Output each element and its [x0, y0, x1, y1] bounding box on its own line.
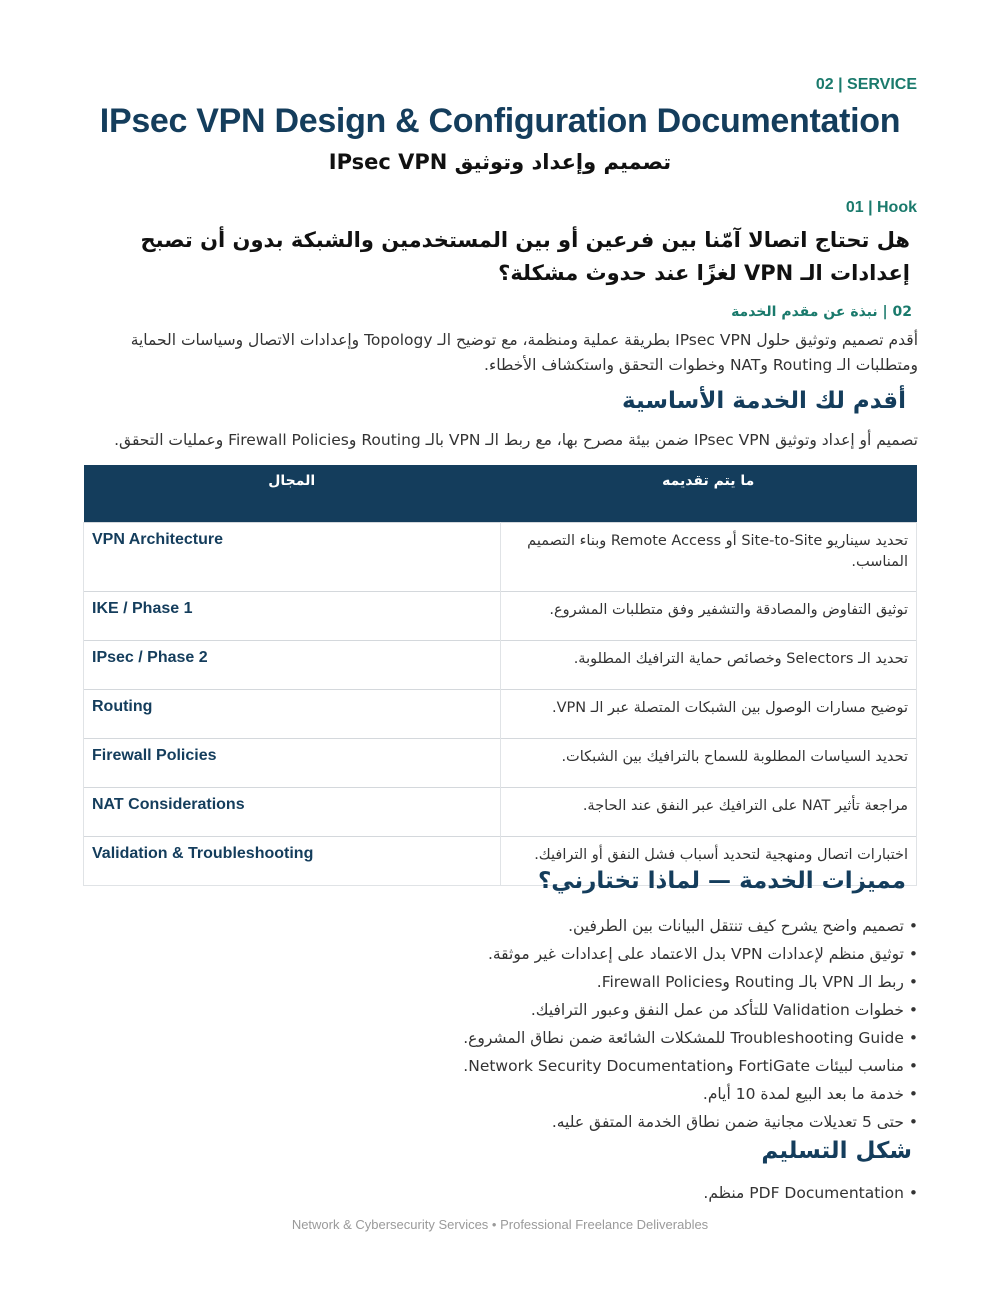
about-text: أقدم تصميم وتوثيق حلول IPsec VPN بطريقة عملية ومنظمة، مع توضيح الـ Topology وإعدادات الاتصال وسياسات الحماية ومتطلبات الـ Routing وNAT وخطوات التحقق واستكشاف الأخطاء.: [130, 331, 918, 374]
service-scope-table: [83, 465, 917, 886]
table-row: [84, 739, 917, 788]
row-area: Routing: [84, 690, 501, 739]
row-area: NAT Considerations: [84, 788, 501, 837]
about-label: 02 | نبذة عن مقدم الخدمة: [731, 304, 912, 320]
row-description: مراجعة تأثير NAT على الترافيك عبر النفق عند الحاجة.: [500, 788, 917, 837]
row-description: تحديد الـ Selectors وخصائص حماية الترافيك المطلوبة.: [500, 641, 917, 690]
list-item: • توثيق منظم لإعدادات VPN بدل الاعتماد على إعدادات غير موثقة.: [487, 945, 918, 963]
list-item: • حتى 5 تعديلات مجانية ضمن نطاق الخدمة المتفق عليه.: [551, 1113, 918, 1131]
core-service-heading: أقدم لك الخدمة الأساسية: [622, 388, 906, 414]
table-row: [84, 788, 917, 837]
features-heading: مميزات الخدمة — لماذا تختارني؟: [537, 868, 906, 894]
table-row: [84, 641, 917, 690]
row-area: Firewall Policies: [84, 739, 501, 788]
list-item: • تصميم واضح يشرح كيف تنتقل البيانات بين الطرفين.: [568, 917, 918, 935]
hook-question: هل تحتاج اتصالا آمّنا بين فرعين أو بين المستخدمين والشبكة بدون أن تصبح إعدادات الـ VPN لغزًا عند حدوث مشكلة؟: [140, 228, 910, 285]
row-description: تحديد سيناريو Site-to-Site أو Remote Access وبناء التصميم المناسب.: [500, 523, 917, 592]
delivery-heading: شكل التسليم: [761, 1138, 912, 1164]
row-area: Validation & Troubleshooting: [84, 837, 501, 886]
page-title: IPsec VPN Design & Configuration Documentation: [99, 102, 901, 140]
features-list: [218, 912, 918, 1136]
list-item: • خدمة ما بعد البيع لمدة 10 أيام.: [702, 1085, 918, 1103]
core-service-text: تصميم أو إعداد وتوثيق IPsec VPN ضمن بيئة مصرح بها، مع ربط الـ VPN بالـ Routing وFirewall Policies وعمليات التحقق.: [114, 431, 918, 449]
row-description: توثيق التفاوض والمصادقة والتشفير وفق متطلبات المشروع.: [500, 592, 917, 641]
table-row: [84, 523, 917, 592]
list-item: • ربط الـ VPN بالـ Routing وFirewall Policies.: [596, 973, 918, 991]
row-area: IPsec / Phase 2: [84, 641, 501, 690]
section-eyebrow: 02 | SERVICE: [815, 76, 917, 93]
delivery-list: [318, 1181, 918, 1205]
list-item: • خطوات Validation للتأكد من عمل النفق وعبور الترافيك.: [530, 1001, 918, 1019]
table-row: [84, 690, 917, 739]
table-header-row: [84, 465, 917, 523]
row-description: توضيح مسارات الوصول بين الشبكات المتصلة عبر الـ VPN.: [500, 690, 917, 739]
page-footer: Network & Cybersecurity Services • Professional Freelance Deliverables: [291, 1217, 709, 1232]
list-item: • Troubleshooting Guide للمشكلات الشائعة ضمن نطاق المشروع.: [463, 1029, 918, 1047]
table-row: [84, 592, 917, 641]
list-item: • PDF Documentation منظم.: [703, 1184, 918, 1202]
column-header-area: المجال: [84, 465, 501, 523]
row-area: VPN Architecture: [84, 523, 501, 592]
list-item: • مناسب لبيئات FortiGate وNetwork Security Documentation.: [463, 1057, 918, 1075]
row-description: تحديد السياسات المطلوبة للسماح بالترافيك بين الشبكات.: [500, 739, 917, 788]
column-header-provided: ما يتم تقديمه: [500, 465, 917, 523]
hook-label: 01 | Hook: [845, 199, 917, 216]
row-description: اختبارات اتصال ومنهجية لتحديد أسباب فشل النفق أو الترافيك.: [500, 837, 917, 886]
row-area: IKE / Phase 1: [84, 592, 501, 641]
page-subtitle: تصميم وإعداد وتوثيق IPsec VPN: [328, 150, 672, 174]
